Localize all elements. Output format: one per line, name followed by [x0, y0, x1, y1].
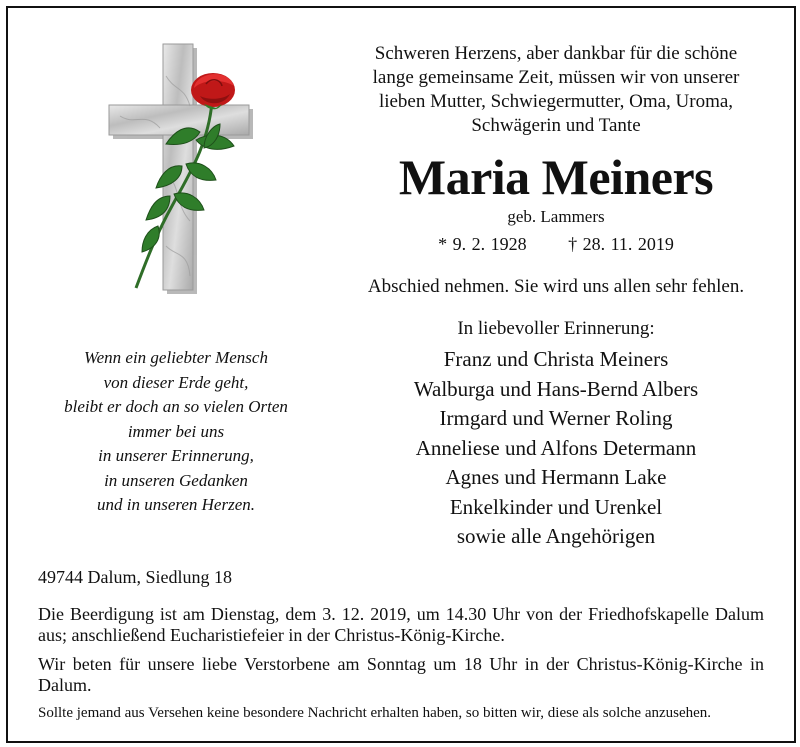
deceased-name: Maria Meiners: [398, 149, 714, 205]
farewell-text: Abschied nehmen. Sie wird uns allen sehr fehlen.: [367, 276, 745, 297]
intro-line: Schwägerin und Tante: [471, 115, 641, 136]
mourner-line: Agnes und Hermann Lake: [445, 465, 667, 489]
birth-name: geb. Lammers: [507, 207, 605, 226]
memory-label: In liebevoller Erinnerung:: [457, 318, 655, 339]
poem-line: von dieser Erde geht,: [103, 372, 249, 392]
cross-icon: [100, 36, 260, 296]
mourner-line: Franz und Christa Meiners: [443, 347, 669, 371]
life-dates: [330, 234, 782, 255]
cross-with-rose: [100, 36, 260, 296]
rose-icon: [191, 73, 235, 109]
poem-line: und in unseren Herzen.: [96, 495, 255, 514]
mourners-list: [330, 345, 782, 552]
mourner-line: sowie alle Angehörigen: [456, 524, 656, 548]
intro-line: lieben Mutter, Schwiegermutter, Oma, Uroma,: [378, 91, 734, 112]
birth-date: * 9. 2. 1928: [438, 234, 527, 254]
poem-line: bleibt er doch an so vielen Orten: [64, 397, 288, 416]
poem-line: Wenn ein geliebter Mensch: [84, 348, 268, 367]
mourner-line: Anneliese und Alfons Determann: [415, 435, 697, 460]
intro-line: Schweren Herzens, aber dankbar für die schöne: [374, 43, 738, 64]
death-date: † 28. 11. 2019: [568, 234, 674, 254]
notice: Sollte jemand aus Versehen keine besondere Nachricht erhalten haben, so bitten wir, diese als solche anzusehen.: [38, 705, 712, 721]
poem-line: in unserer Erinnerung,: [98, 446, 254, 465]
mourner-line: Walburga und Hans-Bernd Albers: [413, 376, 699, 401]
mourner-line: Irmgard und Werner Roling: [439, 406, 673, 430]
intro-text: [330, 42, 782, 138]
mourner-line: Enkelkinder und Urenkel: [449, 494, 663, 519]
address: 49744 Dalum, Siedlung 18: [38, 567, 232, 587]
funeral-info: Die Beerdigung ist am Dienstag, dem 3. 12. 2019, um 14.30 Uhr von der Friedhofskapelle Dalum aus; anschließend Eucharistiefeier in der Christus-König-Kirche.: [38, 604, 764, 645]
intro-line: lange gemeinsame Zeit, müssen wir von unserer: [372, 67, 740, 88]
poem-line: in unseren Gedanken: [104, 470, 248, 490]
poem-line: immer bei uns: [127, 421, 225, 441]
poem: [30, 346, 322, 518]
mass-info: Wir beten für unsere liebe Verstorbene am Sonntag um 18 Uhr in der Christus-König-Kirche in Dalum.: [38, 654, 764, 695]
